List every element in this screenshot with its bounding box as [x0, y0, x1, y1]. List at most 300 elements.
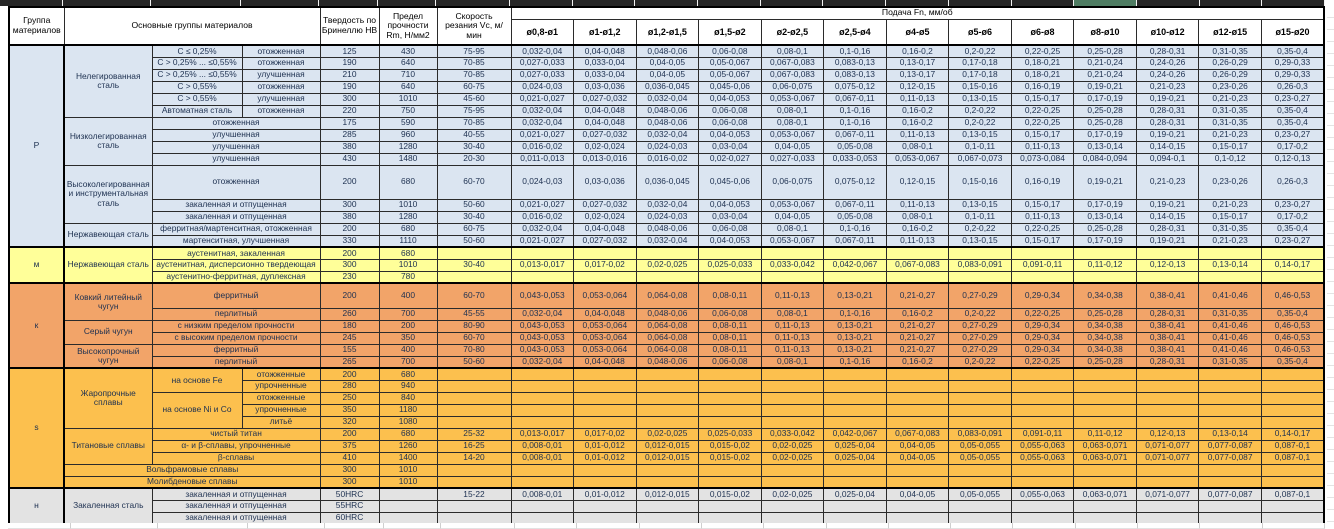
material-family-cell[interactable]: Серый чугун [64, 320, 152, 344]
value-cell[interactable]: 330 [320, 235, 379, 247]
header-brinell-hardness[interactable]: Твердость по Бринеллю HB [320, 7, 379, 45]
feed-value-cell[interactable]: 0,067-0,11 [824, 93, 887, 105]
value-cell[interactable] [437, 368, 511, 380]
feed-value-cell[interactable]: 0,22-0,25 [1011, 223, 1074, 235]
feed-value-cell[interactable]: 0,21-0,27 [886, 332, 949, 344]
feed-value-cell[interactable]: 0,16-0,19 [1011, 165, 1074, 199]
material-family-cell[interactable]: Нержавеющая сталь [64, 223, 152, 247]
feed-value-cell[interactable]: 0,033-0,042 [761, 259, 824, 271]
value-cell[interactable]: 1280 [379, 141, 437, 153]
feed-value-cell[interactable]: 0,03-0,04 [699, 141, 762, 153]
material-state-cell[interactable]: закаленная и отпущенная [152, 500, 320, 512]
value-cell[interactable]: 285 [320, 129, 379, 141]
feed-value-cell[interactable] [1136, 247, 1199, 259]
feed-value-cell[interactable]: 0,25-0,28 [1074, 117, 1137, 129]
feed-value-cell[interactable]: 0,31-0,35 [1199, 117, 1262, 129]
feed-value-cell[interactable] [824, 247, 887, 259]
feed-value-cell[interactable] [699, 392, 762, 404]
feed-value-cell[interactable]: 0,14-0,15 [1136, 211, 1199, 223]
feed-value-cell[interactable] [1136, 380, 1199, 392]
feed-value-cell[interactable]: 0,35-0,4 [1261, 223, 1324, 235]
value-cell[interactable]: 14-20 [437, 452, 511, 464]
feed-value-cell[interactable]: 0,23-0,27 [1261, 199, 1324, 211]
feed-value-cell[interactable] [511, 247, 574, 259]
feed-value-cell[interactable]: 0,075-0,12 [824, 165, 887, 199]
feed-value-cell[interactable]: 0,03-0,04 [699, 211, 762, 223]
feed-value-cell[interactable]: 0,14-0,15 [1136, 141, 1199, 153]
value-cell[interactable]: 70-85 [437, 57, 511, 69]
feed-value-cell[interactable]: 0,067-0,083 [761, 57, 824, 69]
material-state-cell[interactable]: упрочненные [242, 380, 320, 392]
value-cell[interactable] [437, 380, 511, 392]
header-cutting-speed[interactable]: Скорость резания Vc, м/мин [437, 7, 511, 45]
value-cell[interactable]: 55HRC [320, 500, 379, 512]
feed-value-cell[interactable] [1011, 392, 1074, 404]
material-state-cell[interactable]: отожженная [242, 105, 320, 117]
feed-value-cell[interactable]: 0,14-0,17 [1261, 428, 1324, 440]
feed-value-cell[interactable]: 0,02-0,025 [636, 428, 699, 440]
feed-value-cell[interactable]: 0,38-0,41 [1136, 320, 1199, 332]
feed-value-cell[interactable]: 0,015-0,02 [699, 440, 762, 452]
material-state-cell[interactable]: ферритный [152, 344, 320, 356]
material-state-cell[interactable]: отожженные [242, 368, 320, 380]
feed-value-cell[interactable] [511, 368, 574, 380]
feed-value-cell[interactable]: 0,28-0,31 [1136, 105, 1199, 117]
feed-value-cell[interactable]: 0,05-0,055 [949, 440, 1012, 452]
value-cell[interactable]: 1010 [379, 93, 437, 105]
feed-value-cell[interactable] [574, 464, 637, 476]
feed-value-cell[interactable]: 0,021-0,027 [511, 129, 574, 141]
feed-value-cell[interactable]: 0,2-0,22 [949, 105, 1012, 117]
material-state-cell[interactable]: закаленная и отпущенная [152, 488, 320, 500]
feed-value-cell[interactable] [1074, 247, 1137, 259]
feed-value-cell[interactable]: 0,027-0,033 [511, 57, 574, 69]
feed-value-cell[interactable]: 0,027-0,032 [574, 199, 637, 211]
feed-value-cell[interactable]: 0,084-0,094 [1074, 153, 1137, 165]
feed-value-cell[interactable] [761, 380, 824, 392]
feed-value-cell[interactable]: 0,012-0,015 [636, 440, 699, 452]
feed-value-cell[interactable]: 0,11-0,13 [761, 332, 824, 344]
feed-value-cell[interactable]: 0,17-0,18 [949, 57, 1012, 69]
feed-value-cell[interactable]: 0,033-0,042 [761, 428, 824, 440]
feed-value-cell[interactable] [636, 368, 699, 380]
feed-value-cell[interactable]: 0,34-0,38 [1074, 332, 1137, 344]
feed-value-cell[interactable]: 0,043-0,053 [511, 283, 574, 308]
value-cell[interactable]: 1010 [379, 199, 437, 211]
feed-value-cell[interactable] [636, 271, 699, 283]
material-state-cell[interactable]: отожженная [242, 57, 320, 69]
feed-value-cell[interactable]: 0,067-0,11 [824, 129, 887, 141]
header-main-material-groups[interactable]: Основные группы материалов [64, 7, 320, 45]
feed-value-cell[interactable] [1136, 392, 1199, 404]
feed-value-cell[interactable]: 0,2-0,22 [949, 356, 1012, 368]
feed-value-cell[interactable]: 0,017-0,02 [574, 259, 637, 271]
feed-value-cell[interactable]: 0,31-0,35 [1199, 308, 1262, 320]
value-cell[interactable]: 400 [379, 344, 437, 356]
feed-value-cell[interactable]: 0,067-0,083 [886, 428, 949, 440]
value-cell[interactable]: 750 [379, 105, 437, 117]
feed-value-cell[interactable] [1074, 271, 1137, 283]
value-cell[interactable]: 180 [320, 320, 379, 332]
feed-value-cell[interactable]: 0,35-0,4 [1261, 356, 1324, 368]
feed-value-cell[interactable]: 0,055-0,063 [1011, 440, 1074, 452]
feed-value-cell[interactable]: 0,12-0,13 [1136, 259, 1199, 271]
feed-value-cell[interactable] [1199, 416, 1262, 428]
value-cell[interactable] [437, 392, 511, 404]
value-cell[interactable]: 430 [379, 45, 437, 57]
feed-value-cell[interactable] [699, 404, 762, 416]
feed-value-cell[interactable]: 0,036-0,045 [636, 165, 699, 199]
feed-value-cell[interactable]: 0,016-0,02 [511, 141, 574, 153]
value-cell[interactable]: 400 [379, 283, 437, 308]
feed-value-cell[interactable]: 0,25-0,28 [1074, 223, 1137, 235]
feed-value-cell[interactable] [636, 416, 699, 428]
feed-value-cell[interactable] [1011, 404, 1074, 416]
feed-value-cell[interactable]: 0,032-0,04 [511, 223, 574, 235]
feed-value-cell[interactable] [1199, 247, 1262, 259]
feed-diameter-header[interactable]: ø6-ø8 [1011, 19, 1074, 45]
feed-value-cell[interactable] [1261, 380, 1324, 392]
feed-value-cell[interactable]: 0,13-0,15 [949, 129, 1012, 141]
feed-value-cell[interactable]: 0,41-0,46 [1199, 332, 1262, 344]
feed-value-cell[interactable]: 0,077-0,087 [1199, 452, 1262, 464]
material-state-cell[interactable]: отожженная [242, 81, 320, 93]
feed-value-cell[interactable] [1011, 500, 1074, 512]
material-family-cell[interactable]: Высоколегированная и инструментальная сталь [64, 165, 152, 223]
feed-value-cell[interactable]: 0,16-0,2 [886, 223, 949, 235]
feed-value-cell[interactable] [886, 392, 949, 404]
feed-value-cell[interactable]: 0,055-0,063 [1011, 452, 1074, 464]
feed-value-cell[interactable]: 0,06-0,08 [699, 117, 762, 129]
material-state-cell[interactable]: Автоматная сталь [152, 105, 242, 117]
feed-value-cell[interactable]: 0,2-0,22 [949, 223, 1012, 235]
feed-value-cell[interactable]: 0,04-0,053 [699, 235, 762, 247]
feed-value-cell[interactable]: 0,46-0,53 [1261, 332, 1324, 344]
feed-value-cell[interactable]: 0,46-0,53 [1261, 344, 1324, 356]
feed-value-cell[interactable]: 0,31-0,35 [1199, 356, 1262, 368]
feed-value-cell[interactable]: 0,083-0,091 [949, 259, 1012, 271]
value-cell[interactable]: 190 [320, 81, 379, 93]
feed-value-cell[interactable]: 0,21-0,23 [1136, 165, 1199, 199]
feed-value-cell[interactable] [1199, 271, 1262, 283]
feed-value-cell[interactable]: 0,28-0,31 [1136, 45, 1199, 57]
feed-value-cell[interactable]: 0,02-0,025 [761, 440, 824, 452]
header-material-group[interactable]: Группа материалов [9, 7, 64, 45]
feed-value-cell[interactable]: 0,091-0,11 [1011, 259, 1074, 271]
value-cell[interactable] [437, 476, 511, 488]
feed-value-cell[interactable]: 0,27-0,29 [949, 332, 1012, 344]
feed-value-cell[interactable] [574, 247, 637, 259]
feed-value-cell[interactable]: 0,35-0,4 [1261, 117, 1324, 129]
feed-value-cell[interactable] [1074, 404, 1137, 416]
feed-value-cell[interactable]: 0,11-0,13 [886, 199, 949, 211]
feed-diameter-header[interactable]: ø2,5-ø4 [824, 19, 887, 45]
value-cell[interactable]: 200 [320, 247, 379, 259]
feed-diameter-header[interactable]: ø15-ø20 [1261, 19, 1324, 45]
feed-value-cell[interactable] [699, 247, 762, 259]
material-subgroup-cell[interactable]: на основе Ni и Co [152, 392, 242, 428]
feed-value-cell[interactable]: 0,064-0,08 [636, 320, 699, 332]
feed-value-cell[interactable]: 0,15-0,16 [949, 81, 1012, 93]
material-state-cell[interactable]: аустенитно-ферритная, дуплексная [152, 271, 320, 283]
material-group-letter-cell[interactable]: м [9, 247, 64, 283]
value-cell[interactable]: 70-85 [437, 69, 511, 81]
material-state-cell[interactable]: с высоким пределом прочности [152, 332, 320, 344]
feed-value-cell[interactable]: 0,41-0,46 [1199, 344, 1262, 356]
feed-value-cell[interactable]: 0,22-0,25 [1011, 117, 1074, 129]
feed-value-cell[interactable] [761, 271, 824, 283]
feed-diameter-header[interactable]: ø8-ø10 [1074, 19, 1137, 45]
value-cell[interactable] [437, 464, 511, 476]
feed-value-cell[interactable] [574, 416, 637, 428]
feed-value-cell[interactable]: 0,25-0,28 [1074, 356, 1137, 368]
feed-value-cell[interactable]: 0,027-0,032 [574, 93, 637, 105]
feed-diameter-header[interactable]: ø10-ø12 [1136, 19, 1199, 45]
feed-value-cell[interactable]: 0,13-0,15 [949, 235, 1012, 247]
feed-value-cell[interactable] [1136, 476, 1199, 488]
feed-value-cell[interactable] [761, 368, 824, 380]
feed-value-cell[interactable]: 0,25-0,28 [1074, 308, 1137, 320]
feed-value-cell[interactable] [636, 464, 699, 476]
value-cell[interactable]: 70-80 [437, 344, 511, 356]
feed-value-cell[interactable]: 0,04-0,05 [761, 141, 824, 153]
feed-value-cell[interactable]: 0,22-0,25 [1011, 356, 1074, 368]
feed-value-cell[interactable] [699, 476, 762, 488]
material-state-cell[interactable]: отожженная [152, 165, 320, 199]
feed-value-cell[interactable]: 0,048-0,06 [636, 308, 699, 320]
feed-value-cell[interactable]: 0,1-0,11 [949, 211, 1012, 223]
feed-value-cell[interactable]: 0,073-0,084 [1011, 153, 1074, 165]
feed-value-cell[interactable] [949, 392, 1012, 404]
value-cell[interactable]: 265 [320, 356, 379, 368]
feed-value-cell[interactable]: 0,21-0,23 [1199, 129, 1262, 141]
feed-value-cell[interactable]: 0,28-0,31 [1136, 308, 1199, 320]
value-cell[interactable]: 300 [320, 259, 379, 271]
feed-value-cell[interactable]: 0,41-0,46 [1199, 320, 1262, 332]
value-cell[interactable]: 375 [320, 440, 379, 452]
feed-value-cell[interactable]: 0,012-0,015 [636, 452, 699, 464]
feed-value-cell[interactable]: 0,04-0,053 [699, 93, 762, 105]
feed-value-cell[interactable]: 0,1-0,16 [824, 105, 887, 117]
value-cell[interactable]: 350 [379, 332, 437, 344]
value-cell[interactable]: 50HRC [320, 488, 379, 500]
material-state-cell[interactable]: упрочненные [242, 404, 320, 416]
feed-value-cell[interactable] [1199, 380, 1262, 392]
feed-value-cell[interactable]: 0,1-0,16 [824, 117, 887, 129]
feed-value-cell[interactable] [636, 247, 699, 259]
value-cell[interactable]: 45-55 [437, 308, 511, 320]
feed-value-cell[interactable]: 0,19-0,21 [1136, 93, 1199, 105]
feed-value-cell[interactable]: 0,048-0,06 [636, 223, 699, 235]
value-cell[interactable]: 700 [379, 356, 437, 368]
value-cell[interactable]: 410 [320, 452, 379, 464]
feed-value-cell[interactable]: 0,024-0,03 [511, 81, 574, 93]
feed-value-cell[interactable] [1261, 392, 1324, 404]
feed-value-cell[interactable]: 0,042-0,067 [824, 428, 887, 440]
value-cell[interactable]: 60-70 [437, 332, 511, 344]
material-state-cell[interactable]: C > 0,25% ... ≤0,55% [152, 69, 242, 81]
value-cell[interactable]: 30-40 [437, 259, 511, 271]
feed-value-cell[interactable]: 0,04-0,05 [886, 440, 949, 452]
feed-value-cell[interactable]: 0,01-0,012 [574, 440, 637, 452]
feed-value-cell[interactable]: 0,05-0,067 [699, 57, 762, 69]
material-state-cell[interactable]: Молибденовые сплавы [64, 476, 320, 488]
feed-value-cell[interactable]: 0,19-0,21 [1074, 165, 1137, 199]
feed-value-cell[interactable]: 0,06-0,075 [761, 81, 824, 93]
feed-value-cell[interactable]: 0,19-0,21 [1136, 129, 1199, 141]
material-state-cell[interactable]: ферритная/мартенситная, отожженная [152, 223, 320, 235]
value-cell[interactable]: 30-40 [437, 211, 511, 223]
value-cell[interactable] [437, 404, 511, 416]
feed-value-cell[interactable]: 0,05-0,067 [699, 69, 762, 81]
feed-value-cell[interactable]: 0,23-0,26 [1199, 165, 1262, 199]
feed-value-cell[interactable]: 0,16-0,2 [886, 117, 949, 129]
feed-diameter-header[interactable]: ø0,8-ø1 [511, 19, 574, 45]
value-cell[interactable]: 50-60 [437, 199, 511, 211]
feed-value-cell[interactable]: 0,06-0,08 [699, 356, 762, 368]
feed-value-cell[interactable]: 0,12-0,15 [886, 165, 949, 199]
feed-value-cell[interactable]: 0,053-0,064 [574, 344, 637, 356]
material-state-cell[interactable]: чистый титан [152, 428, 320, 440]
feed-value-cell[interactable] [886, 404, 949, 416]
feed-value-cell[interactable]: 0,23-0,27 [1261, 235, 1324, 247]
value-cell[interactable]: 200 [320, 283, 379, 308]
feed-value-cell[interactable]: 0,19-0,21 [1074, 81, 1137, 93]
feed-value-cell[interactable]: 0,17-0,19 [1074, 129, 1137, 141]
value-cell[interactable]: 50-60 [437, 356, 511, 368]
feed-value-cell[interactable] [699, 380, 762, 392]
feed-value-cell[interactable]: 0,027-0,033 [511, 69, 574, 81]
feed-value-cell[interactable]: 0,053-0,064 [574, 320, 637, 332]
feed-value-cell[interactable] [699, 464, 762, 476]
value-cell[interactable]: 380 [320, 141, 379, 153]
feed-value-cell[interactable]: 0,23-0,27 [1261, 129, 1324, 141]
feed-value-cell[interactable]: 0,15-0,17 [1011, 199, 1074, 211]
feed-value-cell[interactable]: 0,025-0,04 [824, 452, 887, 464]
value-cell[interactable]: 1010 [379, 259, 437, 271]
feed-value-cell[interactable]: 0,13-0,17 [886, 69, 949, 81]
feed-value-cell[interactable] [1261, 404, 1324, 416]
feed-value-cell[interactable]: 0,23-0,26 [1199, 81, 1262, 93]
feed-value-cell[interactable]: 0,23-0,27 [1261, 93, 1324, 105]
material-family-cell[interactable]: Нелегированная сталь [64, 45, 152, 117]
feed-value-cell[interactable] [1011, 464, 1074, 476]
material-family-cell[interactable]: Ковкий литейный чугун [64, 283, 152, 320]
value-cell[interactable]: 75-95 [437, 105, 511, 117]
feed-value-cell[interactable] [886, 247, 949, 259]
feed-value-cell[interactable]: 0,021-0,027 [511, 235, 574, 247]
feed-value-cell[interactable]: 0,045-0,06 [699, 81, 762, 93]
feed-value-cell[interactable] [1199, 368, 1262, 380]
feed-value-cell[interactable] [1074, 500, 1137, 512]
feed-value-cell[interactable]: 0,087-0,1 [1261, 452, 1324, 464]
value-cell[interactable]: 590 [379, 117, 437, 129]
feed-value-cell[interactable]: 0,08-0,1 [886, 141, 949, 153]
feed-value-cell[interactable] [761, 464, 824, 476]
feed-value-cell[interactable] [824, 380, 887, 392]
feed-value-cell[interactable] [761, 500, 824, 512]
feed-value-cell[interactable] [949, 416, 1012, 428]
feed-value-cell[interactable]: 0,29-0,34 [1011, 283, 1074, 308]
feed-value-cell[interactable]: 0,01-0,012 [574, 452, 637, 464]
value-cell[interactable]: 125 [320, 45, 379, 57]
feed-value-cell[interactable] [761, 416, 824, 428]
feed-value-cell[interactable]: 0,02-0,024 [574, 141, 637, 153]
feed-value-cell[interactable]: 0,21-0,24 [1074, 69, 1137, 81]
feed-value-cell[interactable]: 0,053-0,067 [761, 129, 824, 141]
material-state-cell[interactable]: α- и β-сплавы, упрочненные [152, 440, 320, 452]
feed-value-cell[interactable]: 0,34-0,38 [1074, 344, 1137, 356]
feed-value-cell[interactable] [1074, 416, 1137, 428]
feed-value-cell[interactable] [699, 500, 762, 512]
feed-value-cell[interactable]: 0,15-0,17 [1199, 211, 1262, 223]
feed-value-cell[interactable]: 0,063-0,071 [1074, 452, 1137, 464]
feed-value-cell[interactable] [1136, 464, 1199, 476]
value-cell[interactable]: 680 [379, 223, 437, 235]
feed-value-cell[interactable]: 0,1-0,16 [824, 308, 887, 320]
feed-value-cell[interactable]: 0,38-0,41 [1136, 283, 1199, 308]
feed-value-cell[interactable]: 0,15-0,16 [949, 165, 1012, 199]
feed-value-cell[interactable]: 0,02-0,027 [699, 153, 762, 165]
feed-value-cell[interactable]: 0,064-0,08 [636, 283, 699, 308]
feed-value-cell[interactable]: 0,091-0,11 [1011, 428, 1074, 440]
material-group-letter-cell[interactable]: P [9, 45, 64, 247]
value-cell[interactable]: 960 [379, 129, 437, 141]
feed-value-cell[interactable] [824, 368, 887, 380]
feed-value-cell[interactable] [1011, 380, 1074, 392]
value-cell[interactable]: 155 [320, 344, 379, 356]
feed-value-cell[interactable] [824, 476, 887, 488]
feed-value-cell[interactable]: 0,11-0,13 [761, 344, 824, 356]
feed-value-cell[interactable]: 0,08-0,1 [761, 105, 824, 117]
feed-value-cell[interactable]: 0,071-0,077 [1136, 440, 1199, 452]
material-state-cell[interactable]: улучшенная [242, 69, 320, 81]
feed-value-cell[interactable]: 0,01-0,012 [574, 488, 637, 500]
feed-value-cell[interactable]: 0,25-0,28 [1074, 45, 1137, 57]
value-cell[interactable]: 940 [379, 380, 437, 392]
feed-value-cell[interactable]: 0,27-0,29 [949, 344, 1012, 356]
feed-value-cell[interactable]: 0,048-0,06 [636, 117, 699, 129]
feed-value-cell[interactable]: 0,11-0,12 [1074, 259, 1137, 271]
material-group-letter-cell[interactable]: н [9, 488, 64, 524]
feed-value-cell[interactable]: 0,21-0,27 [886, 344, 949, 356]
feed-value-cell[interactable] [761, 392, 824, 404]
feed-value-cell[interactable] [1261, 416, 1324, 428]
feed-value-cell[interactable] [1199, 500, 1262, 512]
feed-value-cell[interactable]: 0,17-0,2 [1261, 141, 1324, 153]
feed-value-cell[interactable]: 0,11-0,13 [761, 283, 824, 308]
feed-value-cell[interactable]: 0,2-0,22 [949, 117, 1012, 129]
feed-value-cell[interactable]: 0,13-0,21 [824, 344, 887, 356]
feed-value-cell[interactable]: 0,077-0,087 [1199, 488, 1262, 500]
value-cell[interactable]: 75-95 [437, 45, 511, 57]
feed-value-cell[interactable] [511, 500, 574, 512]
feed-value-cell[interactable] [1136, 404, 1199, 416]
feed-value-cell[interactable]: 0,032-0,04 [636, 235, 699, 247]
feed-value-cell[interactable]: 0,04-0,05 [761, 211, 824, 223]
value-cell[interactable]: 30-40 [437, 141, 511, 153]
feed-value-cell[interactable]: 0,28-0,31 [1136, 356, 1199, 368]
feed-value-cell[interactable]: 0,08-0,1 [886, 211, 949, 223]
feed-value-cell[interactable]: 0,008-0,01 [511, 488, 574, 500]
feed-value-cell[interactable]: 0,053-0,067 [761, 235, 824, 247]
value-cell[interactable]: 280 [320, 380, 379, 392]
header-feed-title[interactable]: Подача Fn, мм/об [511, 7, 1324, 19]
feed-value-cell[interactable] [1074, 476, 1137, 488]
feed-value-cell[interactable]: 0,024-0,03 [636, 141, 699, 153]
value-cell[interactable]: 250 [320, 392, 379, 404]
feed-value-cell[interactable] [824, 500, 887, 512]
